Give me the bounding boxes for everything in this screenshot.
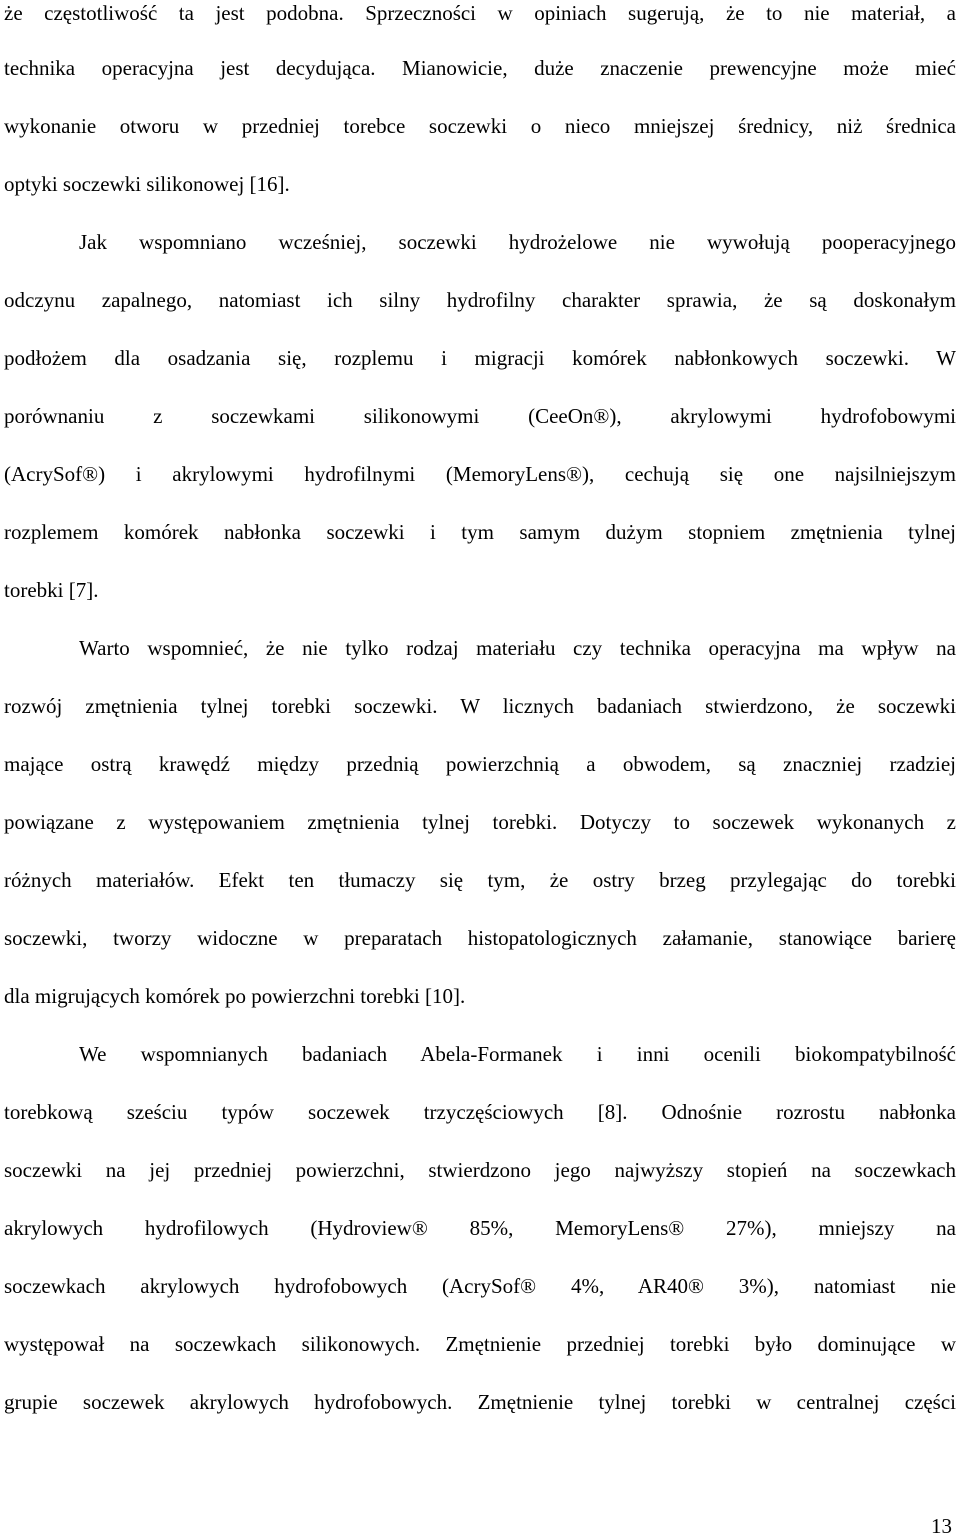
text-line: powiązane z występowaniem zmętnienia tylnej torebki. Dotyczy to soczewek wykonanych z	[4, 810, 956, 834]
text-line: torebkową sześciu typów soczewek trzyczęściowych [8]. Odnośnie rozrostu nabłonka	[4, 1100, 956, 1124]
text-line: porównaniu z soczewkami silikonowymi (CeeOn®), akrylowymi hydrofobowymi	[4, 404, 956, 428]
text-line: We wspomnianych badaniach Abela-Formanek i inni ocenili biokompatybilność	[79, 1042, 956, 1066]
text-line: soczewki na jej przedniej powierzchni, stwierdzono jego najwyższy stopień na soczewkach	[4, 1158, 956, 1182]
text-line: różnych materiałów. Efekt ten tłumaczy się tym, że ostry brzeg przylegając do torebki	[4, 868, 956, 892]
text-line: rozplemem komórek nabłonka soczewki i tym samym dużym stopniem zmętnienia tylnej	[4, 520, 956, 544]
text-line: występował na soczewkach silikonowych. Zmętnienie przedniej torebki było dominujące w	[4, 1332, 956, 1356]
page-number: 13	[931, 1514, 952, 1538]
text-line: podłożem dla osadzania się, rozplemu i migracji komórek nabłonkowych soczewki. W	[4, 346, 956, 370]
text-line: torebki [7].	[4, 578, 99, 602]
text-line: optyki soczewki silikonowej [16].	[4, 172, 290, 196]
text-line: wykonanie otworu w przedniej torebce soczewki o nieco mniejszej średnicy, niż średnica	[4, 114, 956, 138]
text-line: odczynu zapalnego, natomiast ich silny hydrofilny charakter sprawia, że są doskonałym	[4, 288, 956, 312]
text-line: Warto wspomnieć, że nie tylko rodzaj materiału czy technika operacyjna ma wpływ na	[79, 636, 956, 660]
text-line: dla migrujących komórek po powierzchni torebki [10].	[4, 984, 466, 1008]
text-line: że częstotliwość ta jest podobna. Sprzeczności w opiniach sugerują, że to nie materiał, a	[4, 1, 956, 25]
text-line: technika operacyjna jest decydująca. Mianowicie, duże znaczenie prewencyjne może mieć	[4, 56, 956, 80]
text-line: soczewki, tworzy widoczne w preparatach histopatologicznych załamanie, stanowiące barierę	[4, 926, 956, 950]
document-page	[4, 0, 956, 1537]
text-line: Jak wspomniano wcześniej, soczewki hydrożelowe nie wywołują pooperacyjnego	[79, 230, 956, 254]
text-line: soczewkach akrylowych hydrofobowych (AcrySof® 4%, AR40® 3%), natomiast nie	[4, 1274, 956, 1298]
text-line: rozwój zmętnienia tylnej torebki soczewki. W licznych badaniach stwierdzono, że soczewki	[4, 694, 956, 718]
text-line: akrylowych hydrofilowych (Hydroview® 85%, MemoryLens® 27%), mniejszy na	[4, 1216, 956, 1240]
text-line: mające ostrą krawędź między przednią powierzchnią a obwodem, są znaczniej rzadziej	[4, 752, 956, 776]
text-line: (AcrySof®) i akrylowymi hydrofilnymi (MemoryLens®), cechują się one najsilniejszym	[4, 462, 956, 486]
text-line: grupie soczewek akrylowych hydrofobowych. Zmętnienie tylnej torebki w centralnej części	[4, 1390, 956, 1414]
